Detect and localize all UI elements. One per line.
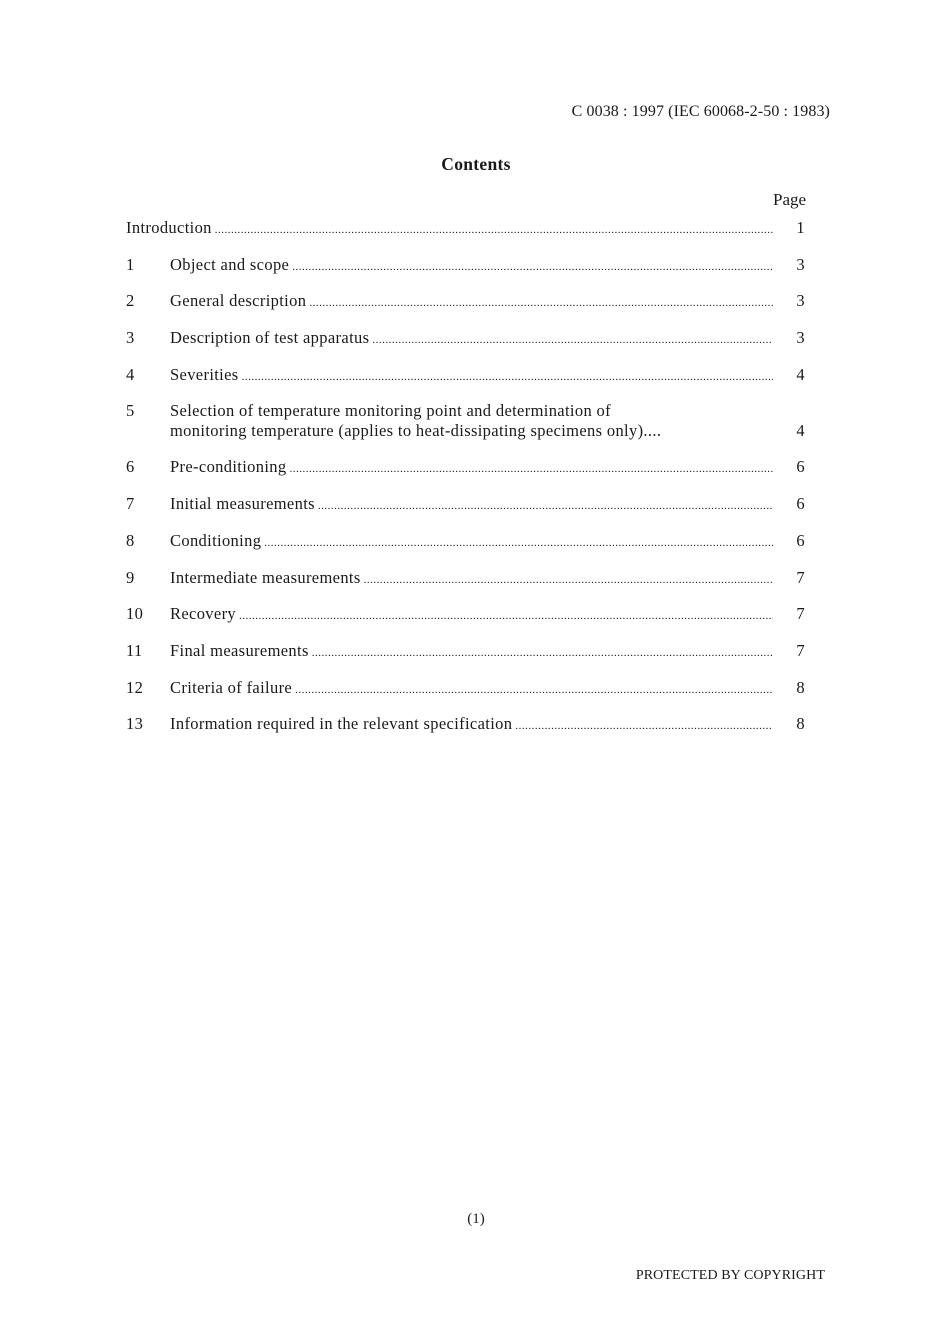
toc-entry-title: Intermediate measurements bbox=[170, 567, 361, 587]
toc-entry-page: 6 bbox=[796, 494, 805, 514]
toc-entry-11[interactable] bbox=[126, 641, 816, 678]
toc-entry-7[interactable] bbox=[126, 494, 816, 531]
toc-entry-4[interactable] bbox=[126, 365, 816, 402]
toc-entry-title: General description bbox=[170, 291, 307, 311]
leader-dots bbox=[292, 261, 773, 273]
toc-entry-number: 6 bbox=[126, 457, 135, 477]
toc-entry-title-line2: monitoring temperature (applies to heat-dissipating specimens only).... bbox=[170, 421, 662, 441]
toc-entry-page: 7 bbox=[796, 640, 805, 660]
toc-entry-page: 3 bbox=[796, 291, 805, 311]
toc-entry-page: 6 bbox=[796, 457, 805, 477]
toc-entry-title: Introduction bbox=[126, 218, 212, 237]
toc-entry-title: Description of test apparatus bbox=[170, 328, 370, 348]
toc-entry-introduction[interactable] bbox=[126, 218, 816, 255]
toc-entry-number: 12 bbox=[126, 677, 144, 697]
leader-dots bbox=[312, 647, 773, 659]
toc-entry-title: Pre-conditioning bbox=[170, 457, 287, 477]
toc-entry-13[interactable] bbox=[126, 714, 816, 751]
toc-entry-page: 8 bbox=[796, 677, 805, 697]
toc-entry-page: 4 bbox=[796, 421, 805, 441]
leader-dots bbox=[242, 371, 773, 383]
leader-dots bbox=[290, 463, 774, 475]
toc-entry-5[interactable] bbox=[126, 401, 816, 457]
toc-entry-page: 7 bbox=[796, 604, 805, 624]
toc-entry-2[interactable] bbox=[126, 291, 816, 328]
toc-entry-title: Information required in the relevant specification bbox=[170, 714, 513, 734]
copyright-notice: PROTECTED BY COPYRIGHT bbox=[635, 1268, 825, 1283]
toc-entry-number: 13 bbox=[126, 714, 144, 734]
toc-entry-number: 9 bbox=[126, 567, 135, 587]
contents-heading: Contents bbox=[441, 154, 511, 174]
toc-entry-number: 2 bbox=[126, 291, 135, 311]
document-reference: C 0038 : 1997 (IEC 60068-2-50 : 1983) bbox=[571, 103, 830, 120]
leader-dots bbox=[318, 500, 773, 512]
toc-entry-page: 7 bbox=[796, 567, 805, 587]
toc-entry-10[interactable] bbox=[126, 604, 816, 641]
toc-entry-title: Final measurements bbox=[170, 640, 309, 660]
page-number: (1) bbox=[467, 1211, 485, 1227]
toc-entry-title: Object and scope bbox=[170, 254, 290, 274]
toc-entry-8[interactable] bbox=[126, 531, 816, 568]
table-of-contents bbox=[126, 218, 816, 751]
leader-dots bbox=[515, 720, 773, 732]
toc-entry-title: Recovery bbox=[170, 604, 237, 624]
leader-dots bbox=[364, 574, 773, 586]
page-column-label: Page bbox=[773, 190, 807, 209]
toc-entry-number: 11 bbox=[126, 640, 143, 660]
toc-entry-page: 8 bbox=[796, 714, 805, 734]
toc-entry-12[interactable] bbox=[126, 678, 816, 715]
toc-entry-1[interactable] bbox=[126, 255, 816, 292]
leader-dots bbox=[239, 610, 773, 622]
toc-entry-title: Initial measurements bbox=[170, 494, 315, 514]
leader-dots bbox=[372, 334, 773, 346]
toc-entry-title-line1: Selection of temperature monitoring point and determination of bbox=[170, 401, 611, 421]
toc-entry-9[interactable] bbox=[126, 568, 816, 605]
toc-entry-page: 6 bbox=[796, 530, 805, 550]
leader-dots bbox=[295, 684, 773, 696]
toc-entry-page: 3 bbox=[796, 328, 805, 348]
toc-entry-title: Severities bbox=[170, 364, 239, 384]
toc-entry-number: 8 bbox=[126, 530, 135, 550]
toc-entry-number: 7 bbox=[126, 494, 135, 514]
toc-entry-number: 3 bbox=[126, 328, 135, 348]
leader-dots bbox=[309, 297, 773, 309]
toc-entry-3[interactable] bbox=[126, 328, 816, 365]
toc-entry-title: Conditioning bbox=[170, 530, 262, 550]
toc-entry-number: 4 bbox=[126, 364, 135, 384]
toc-entry-page: 4 bbox=[796, 364, 805, 384]
toc-entry-page: 3 bbox=[796, 254, 805, 274]
leader-dots bbox=[215, 224, 773, 236]
toc-entry-number: 10 bbox=[126, 604, 144, 624]
toc-entry-number: 1 bbox=[126, 254, 135, 274]
toc-entry-6[interactable] bbox=[126, 457, 816, 494]
toc-entry-page: 1 bbox=[796, 218, 805, 237]
toc-entry-number: 5 bbox=[126, 401, 135, 421]
toc-entry-title: Criteria of failure bbox=[170, 677, 293, 697]
leader-dots bbox=[264, 537, 773, 549]
